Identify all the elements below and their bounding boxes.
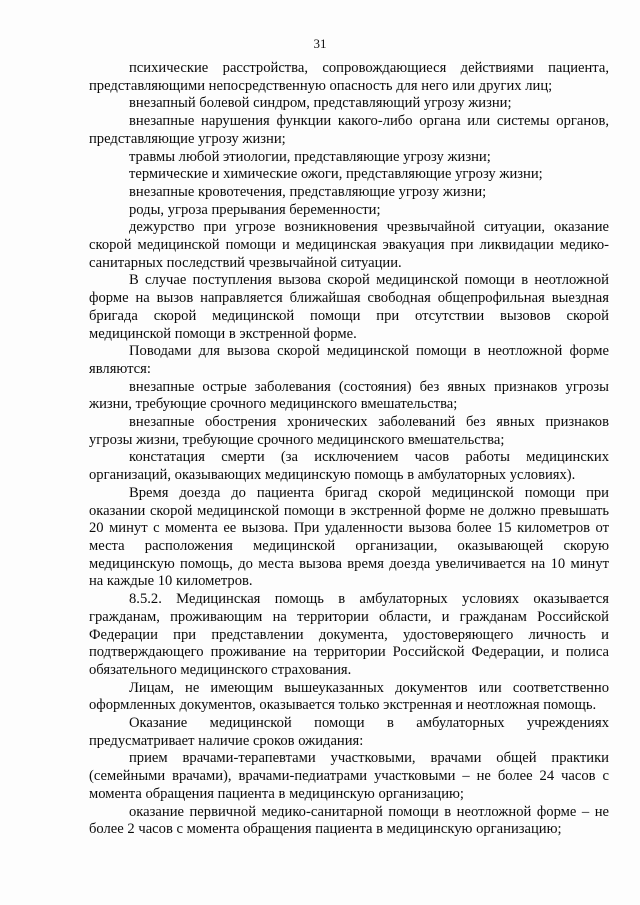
- paragraph: дежурство при угрозе возникновения чрезвычайной ситуации, оказание скорой медицинской помощи и медицинская эвакуация при ликвидации медико-санитарных последствий чрезвычайной ситуации.: [89, 219, 609, 271]
- paragraph: термические и химические ожоги, представляющие угрозу жизни;: [129, 166, 543, 183]
- paragraph: 8.5.2. Медицинская помощь в амбулаторных условиях оказывается гражданам, проживающим на территории области, и гражданам Российской Федерации при представлении документа, удостоверяющего личность и подтверждающего проживание на территории Российской Федерации, и полиса обязательного медицинского страхования.: [89, 591, 609, 678]
- page-number: 31: [313, 36, 327, 51]
- paragraph: Поводами для вызова скорой медицинской помощи в неотложной форме являются:: [89, 343, 609, 377]
- paragraph: В случае поступления вызова скорой медицинской помощи в неотложной форме на вызов направляется ближайшая свободная общепрофильная выездная бригада скорой медицинской помощи при отсутствии вызовов скорой медицинской помощи в экстренной форме.: [89, 272, 609, 342]
- paragraph: внезапные обострения хронических заболеваний без явных признаков угрозы жизни, требующие срочного медицинского вмешательства;: [89, 414, 609, 448]
- paragraph: Время доезда до пациента бригад скорой медицинской помощи при оказании скорой медицинской помощи в экстренной форме не должно превышать 20 минут с момента ее вызова. При удаленности вызова более 15 километров от места расположения медицинской организации, оказывающей скорую медицинскую помощь, до места вызова время доезда увеличивается на 10 минут на каждые 10 километров.: [89, 484, 609, 590]
- paragraph: констатация смерти (за исключением часов работы медицинских организаций, оказывающих медицинскую помощь в амбулаторных условиях).: [89, 449, 609, 484]
- paragraph: Лицам, не имеющим вышеуказанных документов или соответственно оформленных документов, оказывается только экстренная и неотложная помощь.: [89, 679, 609, 714]
- document-body: [89, 60, 609, 839]
- paragraph: внезапные острые заболевания (состояния) без явных признаков угрозы жизни, требующие срочного медицинского вмешательства;: [89, 378, 609, 413]
- paragraph: роды, угроза прерывания беременности;: [129, 201, 381, 218]
- paragraph: внезапные кровотечения, представляющие угрозу жизни;: [129, 183, 487, 200]
- paragraph: психические расстройства, сопровождающиеся действиями пациента, представляющими непосредственную опасность для него или других лиц;: [89, 60, 609, 94]
- paragraph: внезапный болевой синдром, представляющий угрозу жизни;: [129, 95, 512, 112]
- paragraph: внезапные нарушения функции какого-либо органа или системы органов, представляющие угрозу жизни;: [89, 113, 609, 147]
- paragraph: оказание первичной медико-санитарной помощи в неотложной форме – не более 2 часов с момента обращения пациента в медицинскую организацию;: [89, 803, 609, 838]
- paragraph: Оказание медицинской помощи в амбулаторных учреждениях предусматривает наличие сроков ожидания:: [89, 715, 609, 749]
- paragraph: прием врачами-терапевтами участковыми, врачами общей практики (семейными врачами), врачами-педиатрами участковыми – не более 24 часов с момента обращения пациента в медицинскую организацию;: [89, 750, 609, 802]
- paragraph: травмы любой этиологии, представляющие угрозу жизни;: [129, 148, 491, 165]
